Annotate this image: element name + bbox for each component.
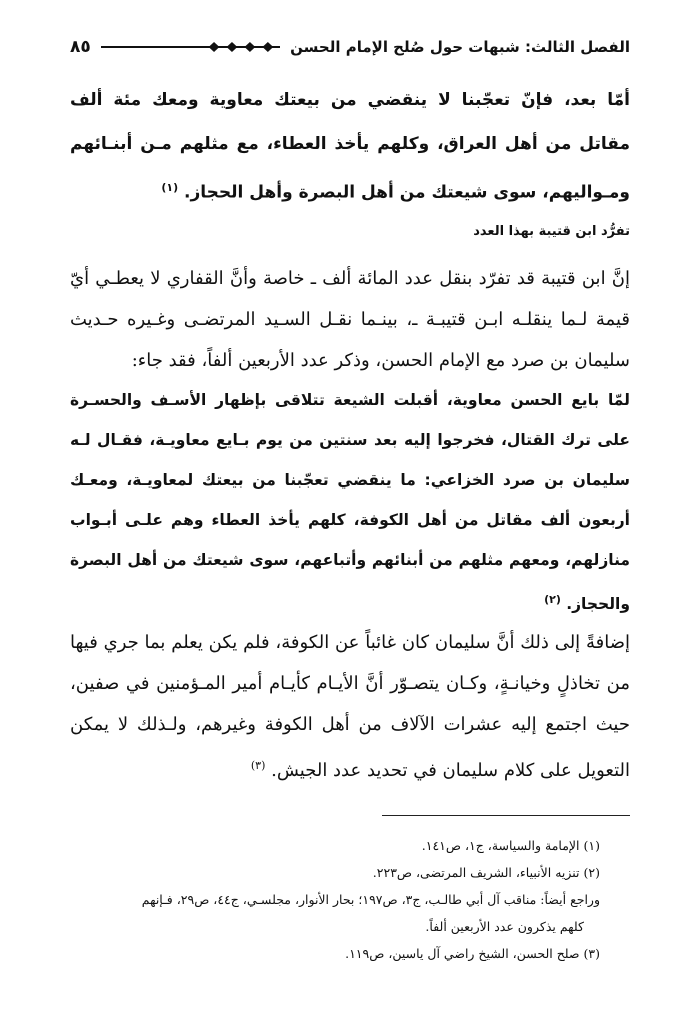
footnote-3: (٣) صلح الحسن، الشيخ راضي آل ياسين، ص١١٩. — [345, 946, 600, 961]
footnote-separator — [382, 815, 630, 816]
footnote-ref-1: (١) — [161, 181, 179, 194]
quote-2-text: لمّا بايع الحسن معاوية، أقبلت الشيعة تتلاقى بإظهار الأسـف والحسـرة على ترك القتال، فخرجوا إليه بعد سنتين من يوم بـايع معاويـة، فقـال لـه سليمان بن صرد الخزاعي: ما ينقضي تعجّبنا من بيعتك لمعاويـة، ومعـك أربعون ألف مقاتل من أهل الكوفة، كلهم يأخذ العطاء وهم علـى أبـواب منازلهم، ومعهم مثلهم من أبنائهم وأتباعهم، سوى شيعتك من أهل البصرة والحجاز. — [70, 391, 630, 614]
page-header — [70, 30, 630, 64]
footnote-2-continued: وراجع أيضاً: مناقب آل أبي طالـب، ج٣، ص١٩٧؛ بحار الأنوار، مجلسـي، ج٤٤، ص٢٩، فـإنهم — [141, 892, 600, 907]
section-heading: تفرُّد ابن قتيبة بهذا العدد — [473, 224, 630, 239]
footnote-ref-2: (٢) — [544, 593, 561, 606]
paragraph-2-text: إضافةً إلى ذلك أنَّ سليمان كان غائباً عن الكوفة، فلم يكن يعلم بما جري فيها من تخاذلٍ وخيانـةٍ، وكـان يتصـوّر أنَّ الأيـام كأيـام أمير المـؤمنين في صفين، حيث اجتمع إليه عشرات الآلاف من أهل الكوفة وغيرهم، ولـذلك لا يمكن التعويل على كلام سليمان في تحديد عدد الجيش. — [70, 632, 630, 781]
footnote-2: (٢) تنزيه الأنبياء، الشريف المرتضى، ص٢٢٣. — [372, 865, 600, 880]
quote-block-1 — [70, 78, 630, 215]
footnotes — [70, 832, 630, 967]
footnote-1: (١) الإمامة والسياسة، ج١، ص١٤١. — [421, 838, 600, 853]
header-ornament — [101, 41, 280, 53]
paragraph-1: إنَّ ابن قتيبة قد تفرّد بنقل عدد المائة ألف ـ خاصة وأنَّ القفاري لا يعطـي أيّ قيمة لـما ينقلـه ابـن قتيبـة ـ، بينـما نقـل السـيد المرتضـى وغـيره حـديث سليمان بن صرد مع الإمام الحسن، وذكر عدد الأربعين ألفاً، فقد جاء: — [70, 268, 630, 371]
footnote-2-continued-line: كلهم يذكرون عدد الأربعين ألفاً. — [425, 919, 584, 934]
running-title: الفصل الثالث: شبهات حول صُلح الإمام الحسن — [290, 38, 630, 56]
quote-block-2 — [70, 380, 630, 624]
quote-1-text: أمّا بعد، فإنّ تعجّبنا لا ينقضي من بيعتك معاوية ومعك مئة ألف مقاتل من أهل العراق، وكلهم يأخذ العطاء، مع مثلهم مـن أبنـائهم ومـواليهم، سوى شيعتك من أهل البصرة وأهل الحجاز. — [70, 90, 630, 203]
page-number: ٨٥ — [70, 37, 91, 57]
paragraph-2 — [70, 622, 630, 791]
footnote-ref-3: (٣) — [250, 759, 266, 772]
